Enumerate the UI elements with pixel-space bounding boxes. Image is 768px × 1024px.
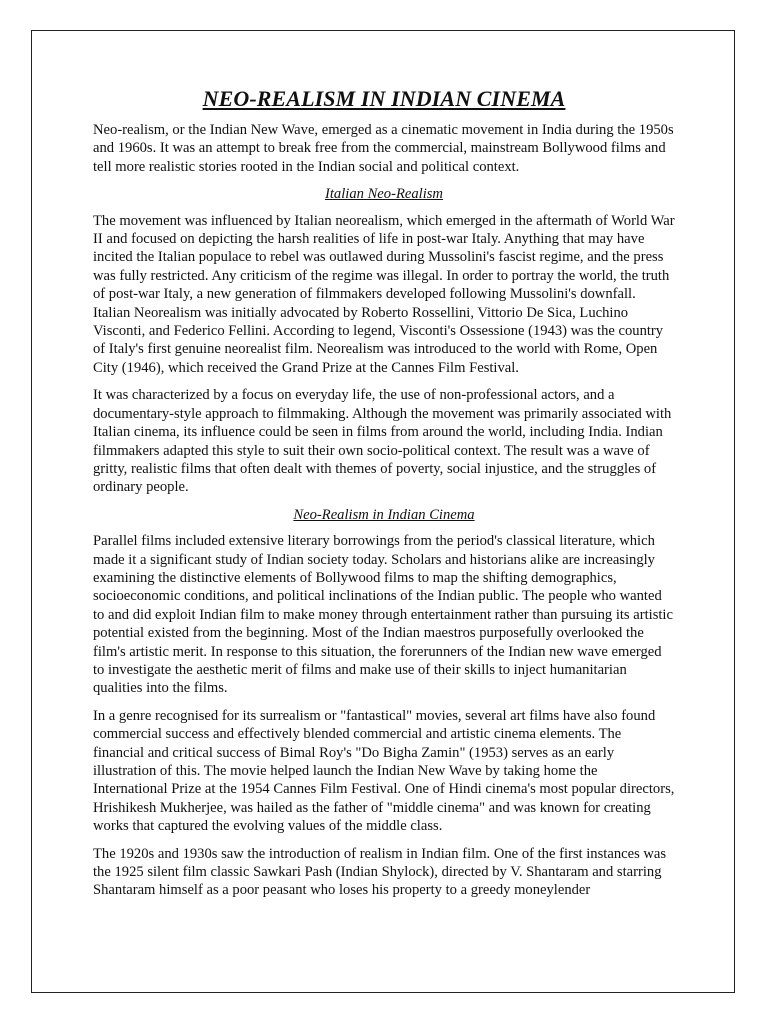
section-neo-realism-in-indian-cinema <box>93 506 675 900</box>
body-paragraph: In a genre recognised for its surrealism or "fantastical" movies, several art films have also found commercial success and effectively blended commercial and artistic cinema elements. The financial and critical success of Bimal Roy's "Do Bigha Zamin" (1953) serves as an early illustration of this. The movie helped launch the Indian New Wave by taking home the International Prize at the 1954 Cannes Film Festival. One of Hindi cinema's most popular directors, Hrishikesh Mukherjee, was hailed as the father of "middle cinema" and was known for creating works that captured the evolving values of the middle class. <box>93 707 675 835</box>
body-paragraph: Parallel films included extensive literary borrowings from the period's classical literature, which made it a significant study of Indian society today. Scholars and historians alike are increasingly examining the distinctive elements of Bollywood films to map the shifting demographics, socioeconomic conditions, and political inclinations of the Indian public. The people who wanted to and did exploit Indian film to make money through entertainment rather than pursuing its artistic potential existed from the beginning. Most of the Indian maestros purposefully overlooked the film's artistic merit. In response to this situation, the forerunners of the Indian new wave emerged to investigate the aesthetic merit of films and make use of their skills to inject humanitarian qualities into the films. <box>93 533 673 697</box>
body-paragraph: The movement was influenced by Italian neorealism, which emerged in the aftermath of World War II and focused on depicting the harsh realities of life in post-war Italy. Anything that may have incited the Italian populace to rebel was outlawed during Mussolini's fascist regime, and the press was fully restricted. Any criticism of the regime was illegal. In order to portray the world, the truth of post-war Italy, a new generation of filmmakers developed following Mussolini's downfall. Italian Neorealism was initially advocated by Roberto Rossellini, Vittorio De Sica, Luchino Visconti, and Federico Fellini. According to legend, Visconti's Ossessione (1943) was the country of Italy's first genuine neorealist film. Neorealism was introduced to the world with Rome, Open City (1946), which received the Grand Prize at the Cannes Film Festival. <box>93 212 675 376</box>
document-title: NEO-REALISM IN INDIAN CINEMA <box>202 86 566 111</box>
intro-paragraph: Neo-realism, or the Indian New Wave, emerged as a cinematic movement in India during the 1950s and 1960s. It was an attempt to break free from the commercial, mainstream Bollywood films and tell more realistic stories rooted in the Indian social and political context. <box>93 122 674 175</box>
body-paragraph: It was characterized by a focus on everyday life, the use of non-professional actors, and a documentary-style approach to filmmaking. Although the movement was primarily associated with Italian cinema, its influence could be seen in films from around the world, including India. Indian filmmakers adapted this style to suit their own socio-political context. The result was a wave of gritty, realistic films that often dealt with themes of poverty, social injustice, and the struggles of ordinary people. <box>93 387 672 496</box>
body-paragraph: The 1920s and 1930s saw the introduction of realism in Indian film. One of the first instances was the 1925 silent film classic Sawkari Pash (Indian Shylock), directed by V. Shantaram and starring Shantaram himself as a poor peasant who loses his property to a greedy moneylender <box>93 845 667 899</box>
document-body <box>93 86 675 909</box>
section-italian-neo-realism <box>93 185 675 497</box>
section-heading: Neo-Realism in Indian Cinema <box>293 506 475 523</box>
section-heading: Italian Neo-Realism <box>325 186 443 203</box>
